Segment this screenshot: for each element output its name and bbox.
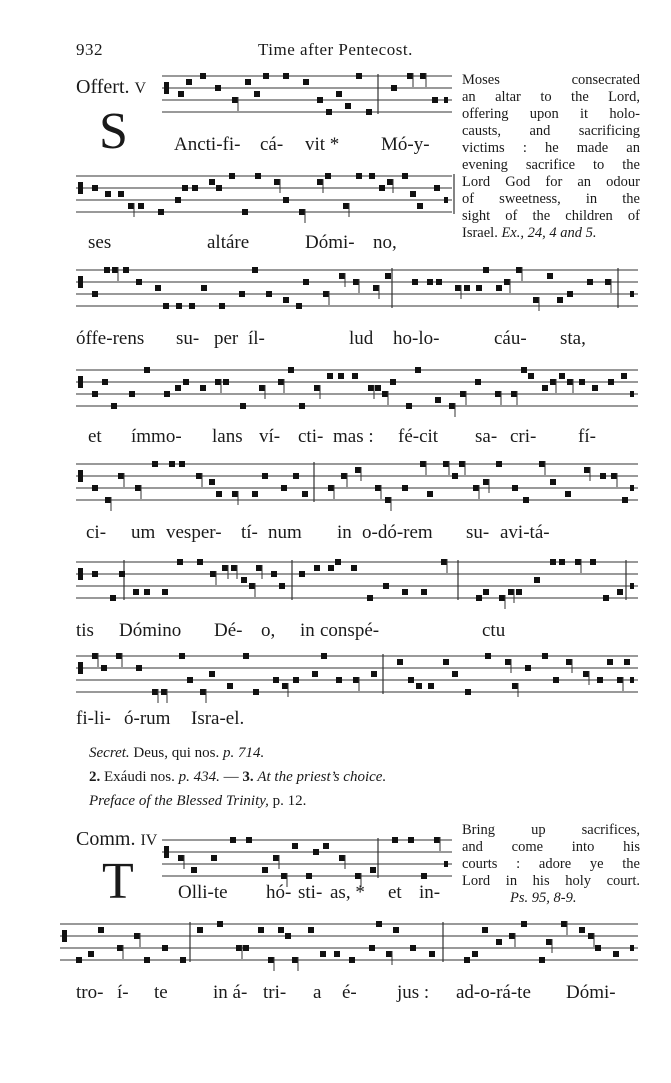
lyric-syllable: íl- <box>248 328 265 349</box>
music-staff <box>0 456 671 512</box>
music-staff <box>0 68 671 124</box>
note-number: 3. <box>242 769 254 785</box>
music-staff <box>0 648 671 704</box>
lyric-line <box>0 522 671 546</box>
lyric-syllable: per <box>214 328 239 349</box>
lyric-syllable: altáre <box>207 232 250 253</box>
lyric-line <box>0 232 671 256</box>
translation-line: offering upon it holo- <box>462 106 640 122</box>
lyric-syllable: fí- <box>578 426 596 447</box>
lyric-syllable: in á- <box>213 982 248 1003</box>
lyric-syllable: Olli-te <box>178 882 228 903</box>
lyric-syllable: tí- <box>241 522 258 543</box>
communion-label-text: Comm. <box>76 828 136 850</box>
lyric-syllable: é- <box>342 982 357 1003</box>
lyric-syllable: cti- <box>298 426 324 447</box>
lyric-syllable: in- <box>419 882 441 903</box>
translation-line: Lord God for an odour <box>462 174 640 190</box>
translation-line: and come into his <box>462 839 640 855</box>
lyric-syllable: lans <box>212 426 243 447</box>
translation-line: Moses consecrated <box>462 72 640 88</box>
lyric-syllable: Mó-y- <box>381 134 430 155</box>
lyric-syllable: sa- <box>475 426 498 447</box>
communion-initial: T <box>102 853 134 910</box>
lyric-syllable: te <box>154 982 168 1003</box>
lyric-syllable: um <box>131 522 156 543</box>
note-page: p. 434. <box>178 769 220 785</box>
lyric-syllable: lud <box>349 328 374 349</box>
lyric-syllable: fé-cit <box>398 426 439 447</box>
lyric-syllable: cri- <box>510 426 537 447</box>
lyric-syllable: Dómi- <box>566 982 616 1003</box>
lyric-syllable: as, * <box>330 882 365 903</box>
translation-line: courts : adore ye the <box>462 856 640 872</box>
lyric-syllable: fi-li- <box>76 708 111 729</box>
lyric-syllable: et <box>388 882 402 903</box>
music-staff <box>0 554 671 610</box>
offertory-mode: V <box>134 80 147 97</box>
note-choice: At the priest’s choice. <box>257 769 387 785</box>
communion-label <box>76 828 157 851</box>
lyric-syllable: Ancti-fi- <box>174 134 241 155</box>
lyric-syllable: Dómino <box>119 620 182 641</box>
secret-page: p. 714. <box>223 745 265 761</box>
preface-page: p. 12. <box>272 793 307 809</box>
music-staff <box>0 362 671 418</box>
lyric-syllable: sti- <box>298 882 323 903</box>
translation-line: of sweetness, in the <box>462 191 640 207</box>
lyric-syllable: a <box>313 982 322 1003</box>
music-staff <box>0 916 671 972</box>
postcommunion-note <box>89 769 386 786</box>
offertory-initial: S <box>99 103 128 160</box>
music-staff <box>0 168 671 224</box>
lyric-syllable: no, <box>373 232 397 253</box>
lyric-syllable: in <box>300 620 315 641</box>
lyric-syllable: in <box>337 522 352 543</box>
lyric-syllable: ó-rum <box>124 708 171 729</box>
lyric-syllable: í- <box>117 982 129 1003</box>
translation-line: victims : he made an <box>462 140 640 156</box>
secret-note <box>89 745 264 762</box>
lyric-line <box>0 134 671 158</box>
translation-line: causts, and sacrificing <box>462 123 640 139</box>
secret-text: Deus, qui nos. <box>133 745 220 761</box>
lyric-syllable: óffe-rens <box>76 328 145 349</box>
secret-label: Secret. <box>89 745 130 761</box>
lyric-syllable: Dómi- <box>305 232 355 253</box>
lyric-syllable: tri- <box>263 982 287 1003</box>
scripture-reference: Ex., 24, 4 and 5. <box>501 225 597 241</box>
lyric-line <box>0 708 671 732</box>
translation-line: Lord in his holy court. <box>462 873 640 889</box>
lyric-syllable: ímmo- <box>131 426 182 447</box>
lyric-syllable: conspé- <box>320 620 380 641</box>
lyric-line <box>0 882 671 906</box>
lyric-syllable: ho-lo- <box>393 328 440 349</box>
lyric-syllable: cáu- <box>494 328 527 349</box>
translation-line: an altar to the Lord, <box>462 89 640 105</box>
page-number: 932 <box>76 40 103 59</box>
translation-line: Bring up sacrifices, <box>462 822 640 838</box>
lyric-syllable: su- <box>466 522 490 543</box>
note-text: Exáudi nos. <box>104 769 175 785</box>
music-staff <box>0 262 671 318</box>
lyric-syllable: ctu <box>482 620 506 641</box>
preface-text: Preface of the Blessed Trinity, <box>89 793 269 809</box>
offertory-label-text: Offert. <box>76 76 130 98</box>
translation-last: Israel. <box>462 225 498 241</box>
lyric-syllable: Isra-el. <box>191 708 245 729</box>
lyric-syllable: sta, <box>560 328 586 349</box>
lyric-line <box>0 426 671 450</box>
lyric-syllable: vit * <box>305 134 340 155</box>
lyric-line <box>0 328 671 352</box>
lyric-syllable: jus : <box>397 982 430 1003</box>
lyric-line <box>0 620 671 644</box>
preface-note <box>89 793 306 810</box>
translation-line: evening sacrifice to the <box>462 157 640 173</box>
note-number: 2. <box>89 769 101 785</box>
lyric-syllable: ci- <box>86 522 107 543</box>
lyric-syllable: ví- <box>259 426 281 447</box>
lyric-line <box>0 982 671 1006</box>
lyric-syllable: num <box>268 522 302 543</box>
lyric-syllable: mas : <box>333 426 374 447</box>
lyric-syllable: Dé- <box>214 620 243 641</box>
lyric-syllable: o, <box>261 620 276 641</box>
lyric-syllable: tro- <box>76 982 104 1003</box>
note-separator: — <box>223 769 239 785</box>
lyric-syllable: ad-o-rá-te <box>456 982 531 1003</box>
lyric-syllable: avi-tá- <box>500 522 550 543</box>
lyric-syllable: su- <box>176 328 200 349</box>
communion-mode: IV <box>140 832 158 849</box>
scripture-reference: Ps. 95, 8-9. <box>510 890 577 906</box>
lyric-syllable: hó- <box>266 882 292 903</box>
page-title: Time after Pentecost. <box>258 40 413 59</box>
lyric-syllable: vesper- <box>166 522 222 543</box>
lyric-syllable: et <box>88 426 102 447</box>
lyric-syllable: tis <box>76 620 94 641</box>
lyric-syllable: o-dó-rem <box>362 522 433 543</box>
translation-line: sight of the children of <box>462 208 640 224</box>
lyric-syllable: ses <box>88 232 112 253</box>
lyric-syllable: cá- <box>260 134 284 155</box>
